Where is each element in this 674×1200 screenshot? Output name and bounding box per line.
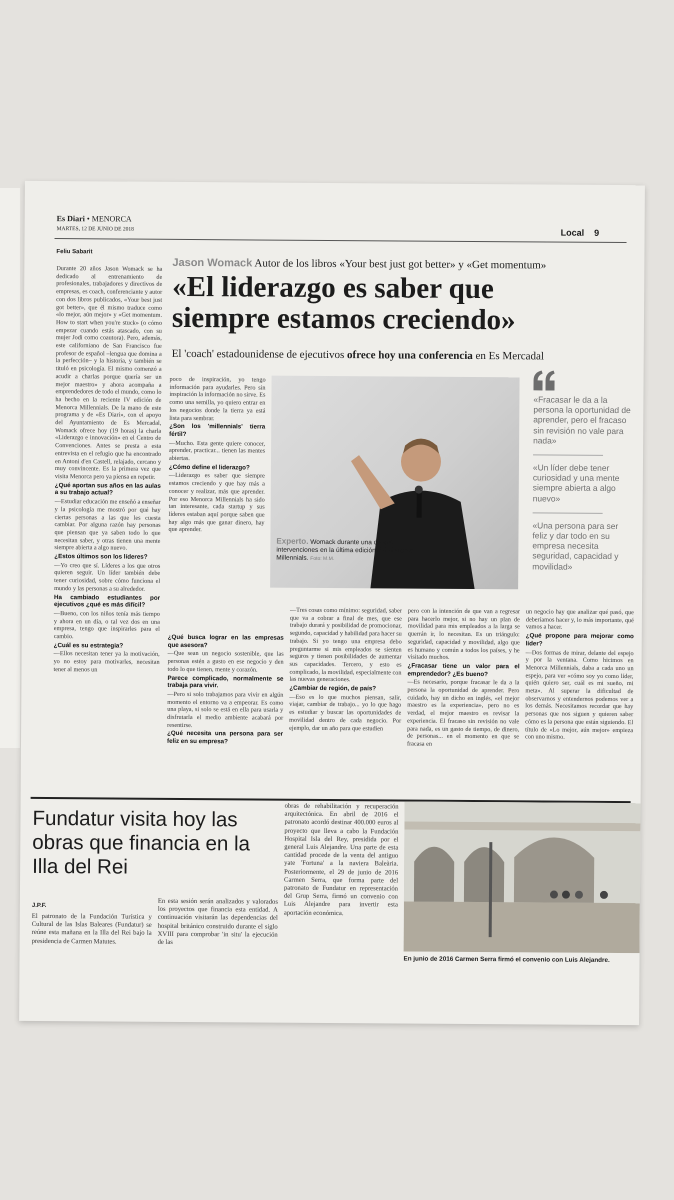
masthead: Es Diari • MENORCA MARTES, 12 DE JUNIO DE 2018	[56, 214, 134, 233]
illa-del-rei-photo	[404, 802, 641, 954]
subhead-post: en Es Mercadal	[472, 349, 545, 363]
column-text: En esta sesión serán analizados y valorados los proyectos que financia esta entidad. A continuación visitarán las dependencias del hospital británico construido durante el siglo XVIII para comprobar 'in situ' la ejecución de las	[157, 897, 278, 946]
interview-answer: —Ellos necesitan tener ya la motivación, yo no estoy para motivarles, necesitan tener al menos un	[53, 650, 160, 674]
interview-question: ¿Estos últimos son los líderes?	[54, 553, 148, 561]
article2-byline: J.P.F.	[31, 902, 47, 910]
subhead-bold: ofrece hoy una conferencia	[347, 349, 473, 362]
interview-answer: —Pero si solo trabajamos para vivir en algún momento el entorno va a empeorar. Es como una playa, si solo se está en ella para usarla y disfrutarla el medio ambiente acabará por resentirse.	[167, 690, 284, 729]
kicker-name: Jason Womack	[172, 256, 253, 270]
article2-column-1	[32, 913, 152, 948]
background-newspaper-edge	[0, 188, 20, 748]
article2-photo-caption: En junio de 2016 Carmen Serra firmó el convenio con Luis Alejandre.	[403, 955, 610, 964]
speaker-figure	[350, 431, 481, 589]
interview-answer: —Yo creo que sí. Líderes a los que otros quieren seguir. Un líder también debe tener curiosidad, sobre cómo funciona el mundo y las personas a su alrededor.	[54, 561, 161, 593]
article2-column-2	[158, 898, 278, 949]
interview-question: ¿Cambiar de región, de país?	[289, 684, 377, 693]
interview-answer: —Dos formas de mirar, delante del espejo y por la ventana. Como hicimos en Menorca Millennials, daba a cada uno un espejo, para ver «cómo soy yo como líder, quién quiero ser, cuál es mi sueño, mi meta». Al superar la dificultad de observarnos y entendernos podemos ver a los demás. Necesitamos recordar que hay personas que nos siguen y quieren saber cómo es la persona que están siguiendo. El título de «Lo mejor, aún mejor» empieza con uno mismo.	[525, 648, 634, 741]
interview-question: ¿Cuál es su estrategia?	[53, 641, 124, 650]
article-column-2b	[167, 634, 284, 748]
issue-date: MARTES, 12 DE JUNIO DE 2018	[56, 226, 134, 233]
paper-name: Es Diari	[56, 214, 85, 224]
article2-column-3	[284, 803, 399, 920]
interview-question: ¿Qué aportan sus años en las aulas a su trabajo actual?	[54, 481, 161, 497]
pull-quote: «Fracasar le da a la persona la oportunidad de aprender, pero el fracaso sin revisión no vale para nada»	[533, 394, 631, 446]
interview-question: ¿Fracasar tiene un valor para el emprendedor? ¿Es bueno?	[407, 662, 520, 678]
interview-question: Parece complicado, normalmente se trabaja para vivir.	[167, 674, 284, 690]
column-text: un negocio hay que analizar qué pasó, que deberíamos hacer y, lo más importante, qué vamos a hacer.	[525, 608, 634, 632]
interview-answer: —Bueno, con los niños tenía más tiempo y ahora en un día, o tal vez dos en una empresa, tengo que inspirarles para el cambio.	[53, 609, 160, 641]
interview-answer: —Que sean un negocio sostenible, que las personas estén a gusto en ese negocio y den todo lo que tienen, mente y corazón.	[167, 650, 284, 674]
interview-question: ¿Qué busca lograr en las empresas que asesora?	[167, 633, 284, 649]
column-text: obras de rehabilitación y recuperación arquitectónica. En abril de 2016 el patronato acordó destinar 400.000 euros al proyecto que lleva a cabo la Fundación Hospital Isla del Rey, presidida por el general Luis Alejandre. Una parte de esta cantidad procede de la venta del antiguo yate 'Fortuna' a la naviera Baleària. Posteriormente, el 29 de junio de 2016 Carmen Serra, que forma parte del patronato de Fundatur en representación del Grup Serra, firmó un convenio con Luis Alejandre para invertir esta aportación económica.	[283, 802, 399, 917]
article-column-3	[289, 607, 402, 734]
quote-mark-icon	[531, 370, 557, 390]
interview-answer: —Liderazgo es saber que siempre estamos creciendo y que hay más a conocer y realizar, más que aprender. Por eso Menorca Millennials ha sido tan interesante, cada startup y sus líderes estaban aquí porque saben que hay algo más que ganar dinero, hay que aprender.	[168, 472, 265, 534]
page-number: 9	[594, 227, 600, 238]
article-kicker	[172, 257, 546, 272]
hospital-building-figure	[404, 802, 641, 954]
pull-quotes	[532, 394, 633, 581]
column-text: —Tres cosas como mínimo: seguridad, saber que va a cobrar a final de mes, que ese trabajo durará y posibilidad de promocionar, segundo, capacidad y habilidad para hacer su trabajo. Si yo tengo una empresa debo preguntarme si mis empleados se sienten seguros y tienen posibilidades de aumentar sus capacidades. Tercero, y esto es complicado, la movilidad, especialmente con las nuevas generaciones.	[289, 606, 402, 684]
interview-answer: —Es necesario, porque fracasar le da a la persona la oportunidad de aprender. Pero cuidado, hay un dicho en inglés, «el mejor maestro es la experiencia», pero no es verdad, el mejor maestro es revisar la experiencia. El fracaso sin revisión no vale para nada, es un gasto de tiempo, de dinero, de personas... en el momento en que se fracasa en	[406, 678, 520, 748]
article-column-2	[168, 376, 265, 536]
pull-quote: «Una persona para ser feliz y dar todo en su empresa necesita seguridad, capacidad y movilidad»	[532, 520, 619, 572]
headline-line-2: siempre estamos creciendo»	[171, 301, 516, 337]
newspaper-page	[19, 181, 645, 1025]
section-name: Local	[560, 227, 585, 238]
column-text: Durante 20 años Jason Womack se ha dedicado al entrenamiento de profesionales, trabajadores y directivos de empresas, es coach, conferenciante y autor con dos libros publicados, «Your best just got better», que él mismo traduce como «lo mejor, aún mejor» y «Get momentum. How to start when you're stuck» (o cómo empezar cuando estás atascado, con su mujer Jodi como coautora). Pero, además, este californiano de San Francisco fue profesor de español –lengua que domina a la perfección– y la historia, y también se tituló en psicología. El mismo comenzó a acudir a charlas porque quería ser un mejor maestro» y ahora acompaña a emprendedores de todo el mundo, como lo ha hecho en la reciente IV edición de Menorca Millennials. De la mano de este programa y de «Es Diari», con el apoyo del Ayuntamiento de Es Mercadal, Womack ofrece hoy (19 horas) la charla «Liderazgo e innovación» en el Centro de Convenciones. Antes se presta a esta entrevista en el refugio que ha encontrado en Antoni d'en Castell, relajado, cercano y muy convincente. Es la primera vez que visita Menorca pero ya piensa en repetir.	[54, 265, 163, 481]
quote-divider	[533, 512, 603, 513]
interview-question: ¿Cómo define el liderazgo?	[168, 463, 250, 472]
subhead-pre: El 'coach' estadounidense de ejecutivos	[171, 347, 348, 362]
interview-answer: —Mucho. Esta gente quiere conocer, aprender, practicar... tienen las mentes abiertas.	[168, 439, 266, 463]
quote-divider	[533, 454, 603, 455]
article-subhead	[172, 348, 544, 363]
page-header-right	[561, 228, 600, 238]
article-column-1	[53, 265, 162, 675]
pull-quote: «Un líder debe tener curiosidad y una mente siempre abierta a algo nuevo»	[532, 462, 620, 504]
column-text: poco de inspiración, yo tengo información para ayudarles. Pero sin inspiración la información no sirve. Es como una semilla, yo quiero entrar en los negocios donde la tierra ya está lista para sembrar.	[169, 375, 266, 422]
column-text: pero con la intención de que van a regresar para hacerlo mejor, si no hay un plan de movilidad para mis empleados a la larga se querrán ir, lo necesitan. Es un triángulo: seguridad, capacidad y movilidad, algo que es humano y común a todos los países, y he visitado muchos.	[407, 607, 520, 662]
column-text: El patronato de la Fundación Turística y Cultural de las Islas Baleares (Fundatur) se reúne esta mañana en la Illa del Rei bajo la presidencia de Carmen Matutes.	[31, 912, 152, 946]
caption-title: Experto.	[276, 536, 309, 546]
article-column-4	[407, 608, 520, 750]
interview-answer: —Estudiar educación me enseñó a enseñar y la psicología me mostró por qué hay ciertas personas a las que les cuesta cambiar. Por alguna razón hay personas que piensan que ya saben todo lo que necesitan saber, y otras tienen una mente siempre abierta a algo nuevo.	[54, 498, 161, 552]
header-rule	[55, 238, 627, 243]
caption-credit: Foto: M.M.	[310, 555, 335, 563]
article2-headline: Fundatur visita hoy las obras que financia en la Illa del Rei	[32, 806, 251, 879]
paper-section: MENORCA	[91, 214, 132, 224]
headline-line-1: «El liderazgo es saber que	[172, 270, 494, 306]
kicker-text: Autor de los libros «Your best just got better» y «Get momentum»	[254, 257, 547, 272]
article-headline	[172, 272, 622, 337]
article-column-5	[525, 608, 634, 743]
interview-answer: —Eso es lo que muchos piensan, salir, viajar, cambiar de trabajo... yo lo que hago es estudiar y buscar las oportunidades de movilidad dentro de cada negocio. Por ejemplo, dar un año para que estudien	[289, 693, 402, 732]
article-byline: Feliu Sabarit	[56, 249, 93, 256]
photo-caption	[276, 538, 426, 564]
interview-question: ¿Son los 'millennials' tierra fértil?	[169, 423, 266, 438]
interview-question: ¿Qué necesita una persona para ser feliz en su empresa?	[167, 730, 284, 746]
interview-question: ¿Qué propone para mejorar como líder?	[525, 632, 634, 648]
interview-question: Ha cambiado estudiantes por ejecutivos ¿qué es más difícil?	[53, 593, 161, 609]
caption-text: Womack durante una de sus intervenciones en la última edición del Menorca Millennials.	[276, 538, 414, 562]
